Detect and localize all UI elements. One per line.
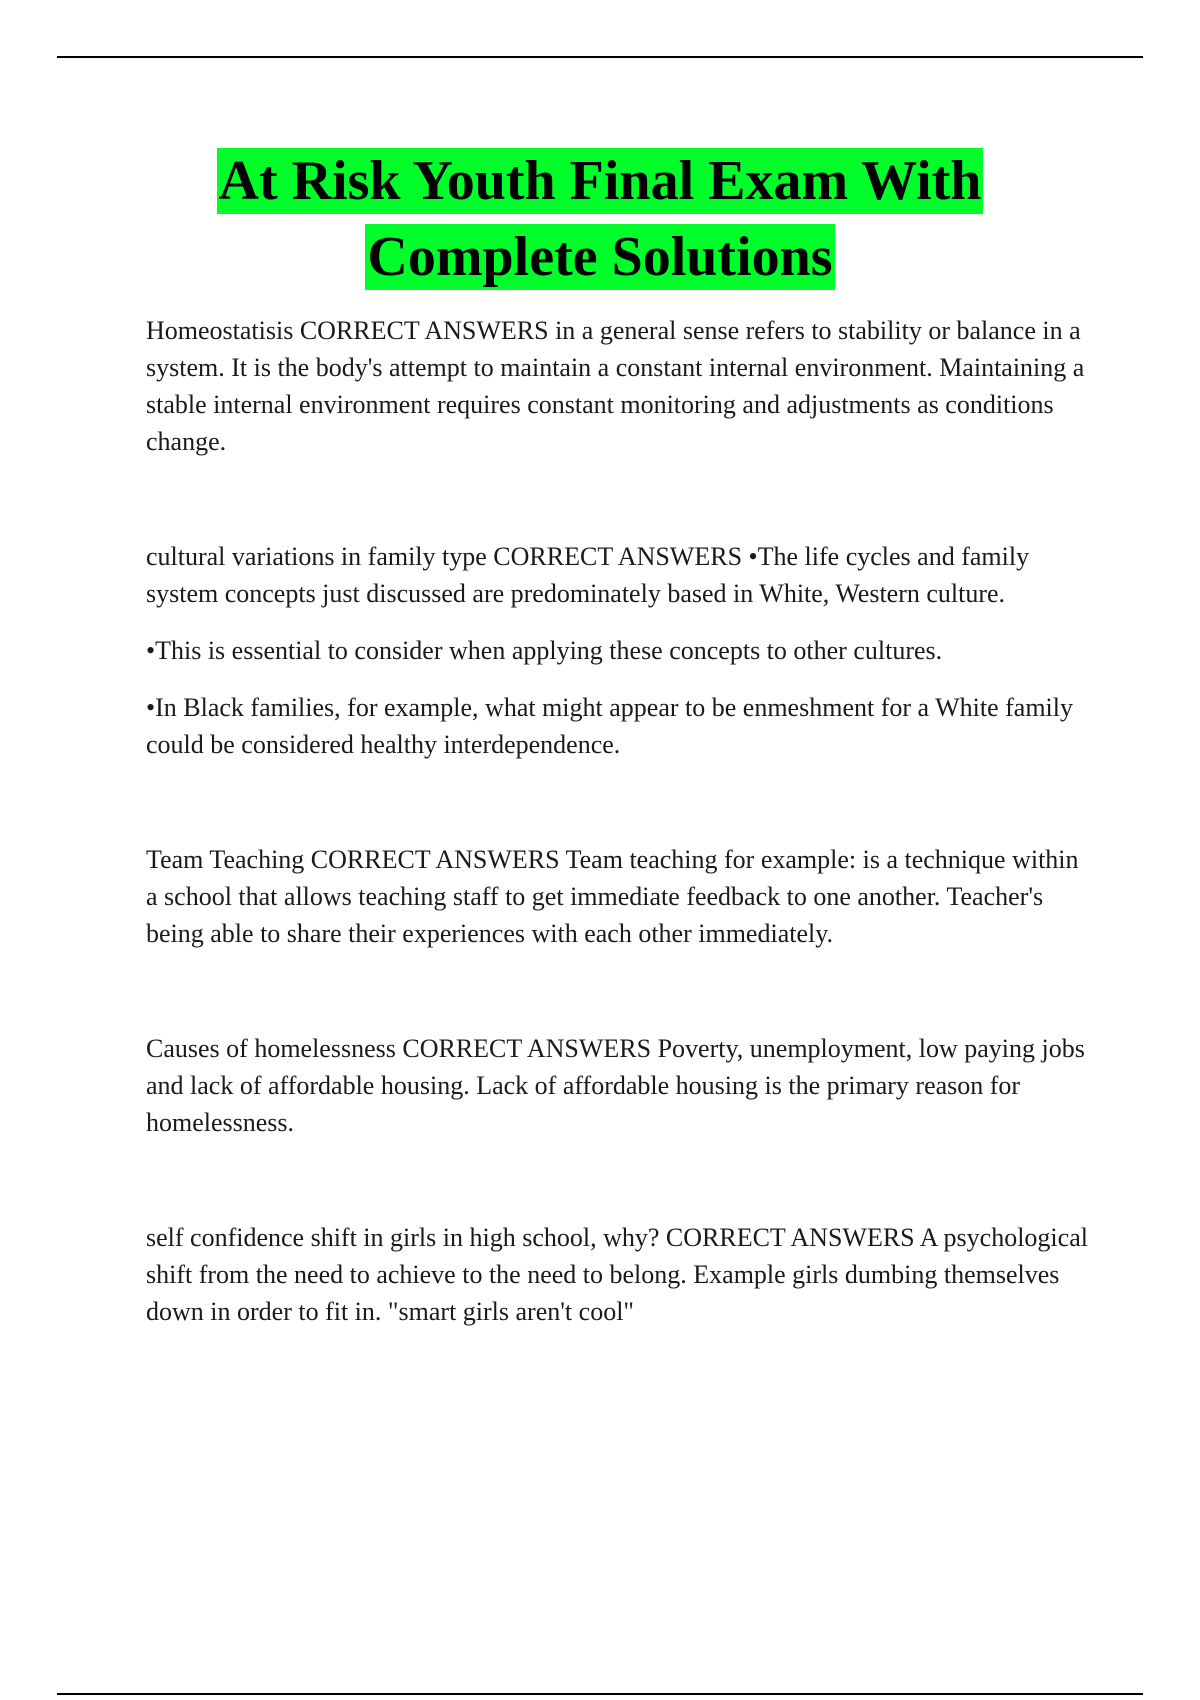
qa-bullet: •This is essential to consider when applying these concepts to other cultures. xyxy=(146,636,943,665)
title-line-1: At Risk Youth Final Exam With xyxy=(218,150,982,212)
qa-paragraph: Causes of homelessness CORRECT ANSWERS Poverty, unemployment, low paying jobs and lack of affordable housing. Lack of affordable housing is the primary reason for homelessness. xyxy=(146,1034,1085,1137)
qa-item-self-confidence xyxy=(146,1219,1096,1330)
spacer xyxy=(146,952,1096,1030)
document-title xyxy=(0,143,1200,295)
spacer xyxy=(146,763,1096,841)
qa-paragraph: self confidence shift in girls in high school, why? CORRECT ANSWERS A psychological shift from the need to achieve to the need to belong. Example girls dumbing themselves down in order to fit in. "smart girls aren't cool" xyxy=(146,1223,1088,1326)
qa-item-homeostasis xyxy=(146,312,1096,460)
qa-item-homelessness xyxy=(146,1030,1096,1141)
footer-rule xyxy=(57,1693,1143,1695)
qa-paragraph: cultural variations in family type CORRECT ANSWERS •The life cycles and family system concepts just discussed are predominately based in White, Western culture. xyxy=(146,542,1030,608)
qa-paragraph: Team Teaching CORRECT ANSWERS Team teaching for example: is a technique within a school that allows teaching staff to get immediate feedback to one another. Teacher's being able to share their experiences with each other immediately. xyxy=(146,845,1079,948)
header-rule xyxy=(57,56,1143,58)
qa-item-cultural-variations xyxy=(146,538,1096,763)
title-line-2: Complete Solutions xyxy=(367,226,833,288)
qa-bullet: •In Black families, for example, what might appear to be enmeshment for a White family could be considered healthy interdependence. xyxy=(146,693,1073,759)
qa-paragraph: Homeostatisis CORRECT ANSWERS in a general sense refers to stability or balance in a system. It is the body's attempt to maintain a constant internal environment. Maintaining a stable internal environment requires constant monitoring and adjustments as conditions change. xyxy=(146,316,1085,456)
spacer xyxy=(146,1141,1096,1219)
spacer xyxy=(146,460,1096,538)
qa-content xyxy=(146,312,1096,1330)
qa-item-team-teaching xyxy=(146,841,1096,952)
